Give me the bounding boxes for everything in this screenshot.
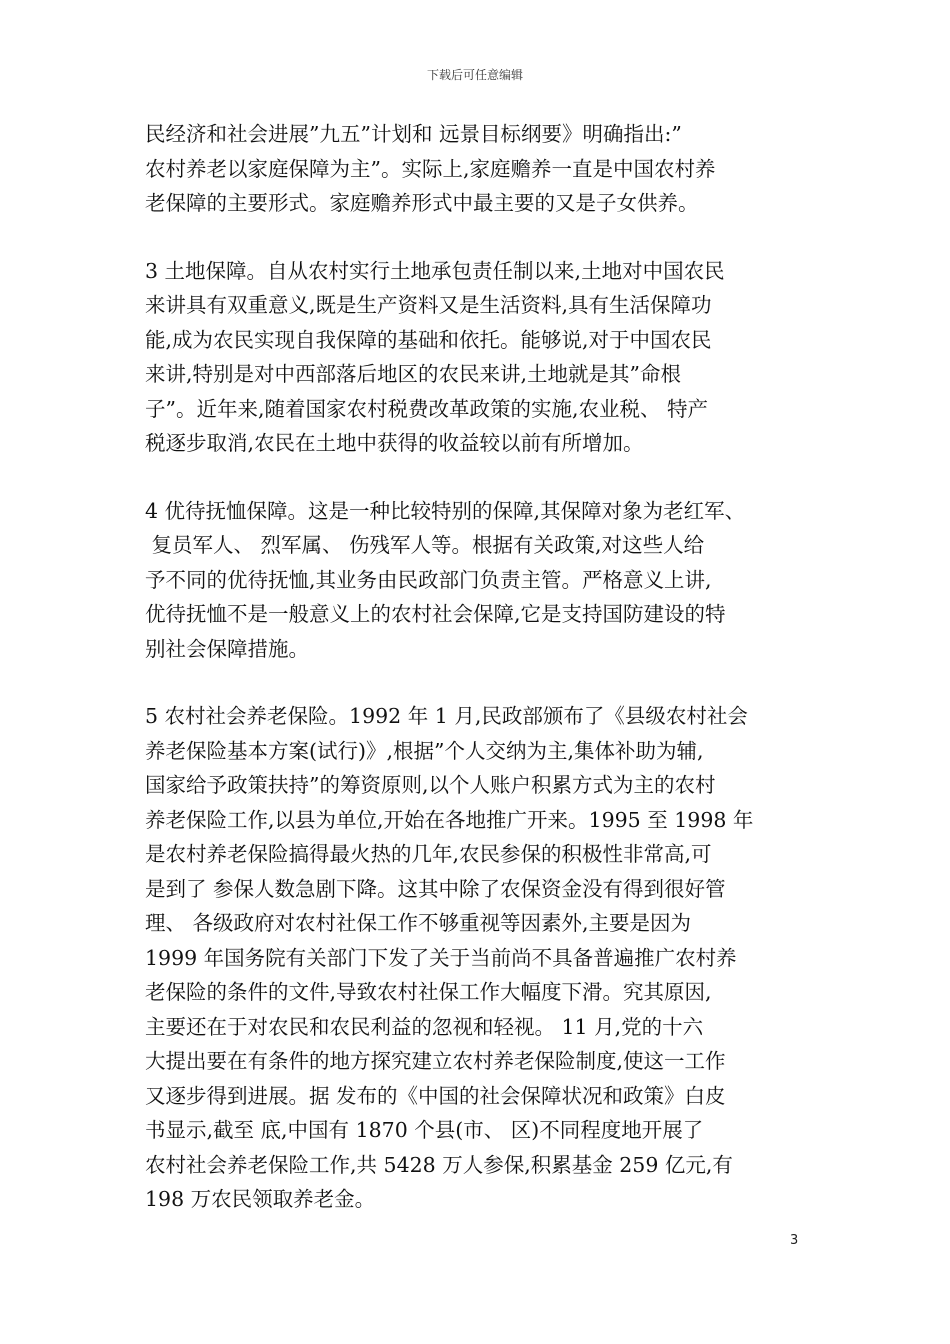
text-line: 1999 年国务院有关部门下发了关于当前尚不具备普遍推广农村养 — [145, 945, 737, 970]
text-line: 来讲具有双重意义,既是生产资料又是生活资料,具有生活保障功 — [145, 293, 712, 317]
text-line: 老保障的主要形式。家庭赡养形式中最主要的又是子女供养。 — [145, 191, 699, 215]
paragraph-gap — [145, 221, 825, 254]
text-line: 子”。近年来,随着国家农村税费改革政策的实施,农业税、 特产 — [145, 396, 709, 421]
text-line: 主要还在于对农民和农民利益的忽视和轻视。 11 月,党的十六 — [145, 1014, 704, 1039]
text-line: 5 农村社会养老保险。1992 年 1 月,民政部颁布了《县级农村社会 — [145, 704, 748, 728]
document-body — [145, 117, 825, 1217]
paragraph — [145, 699, 825, 1217]
text-line: 能,成为农民实现自我保障的基础和依托。能够说,对于中国农民 — [145, 327, 712, 352]
paragraph-gap — [145, 461, 825, 494]
paragraph — [145, 494, 825, 667]
text-line: 别社会保障措施。 — [145, 636, 309, 661]
text-line: 又逐步得到进展。据 发布的《中国的社会保障状况和政策》白皮 — [145, 1083, 726, 1108]
text-line: 老保险的条件的文件,导致农村社保工作大幅度下滑。究其原因, — [145, 980, 712, 1004]
page-header: 下载后可任意编辑 — [426, 68, 523, 82]
text-line: 是到了 参保人数急剧下降。这其中除了农保资金没有得到很好管 — [145, 876, 726, 901]
text-line: 民经济和社会进展”九五”计划和 远景目标纲要》明确指出:” — [145, 122, 682, 146]
text-line: 国家给予政策扶持”的筹资原则,以个人账户积累方式为主的农村 — [145, 773, 716, 797]
text-line: 税逐步取消,农民在土地中获得的收益较以前有所增加。 — [145, 431, 644, 455]
text-line: 予不同的优待抚恤,其业务由民政部门负责主管。严格意义上讲, — [145, 567, 712, 592]
text-line: 农村社会养老保险工作,共 5428 万人参保,积累基金 259 亿元,有 — [145, 1152, 733, 1177]
text-line: 大提出要在有条件的地方探究建立农村养老保险制度,使这一工作 — [145, 1049, 726, 1073]
text-line: 4 优待抚恤保障。这是一种比较特别的保障,其保障对象为老红军、 — [145, 498, 746, 523]
text-line: 养老保险基本方案(试行)》,根据”个人交纳为主,集体补助为辅, — [145, 738, 704, 763]
text-line: 3 土地保障。自从农村实行土地承包责任制以来,土地对中国农民 — [145, 258, 725, 283]
paragraph-gap — [145, 666, 825, 699]
text-line: 理、 各级政府对农村社保工作不够重视等因素外,主要是因为 — [145, 911, 692, 935]
text-line: 优待抚恤不是一般意义上的农村社会保障,它是支持国防建设的特 — [145, 602, 726, 626]
paragraph — [145, 117, 825, 221]
page-number: 3 — [790, 1233, 799, 1248]
text-line: 养老保险工作,以县为单位,开始在各地推广开来。1995 至 1998 年 — [145, 807, 754, 832]
text-line: 198 万农民领取养老金。 — [145, 1187, 376, 1211]
text-line: 来讲,特别是对中西部落后地区的农民来讲,土地就是其”命根 — [145, 362, 682, 386]
text-line: 书显示,截至 底,中国有 1870 个县(市、 区)不同程度地开展了 — [145, 1118, 704, 1142]
text-line: 复员军人、 烈军属、 伤残军人等。根据有关政策,对这些人给 — [145, 533, 705, 557]
text-line: 农村养老以家庭保障为主”。实际上,家庭赡养一直是中国农村养 — [145, 156, 716, 181]
text-line: 是农村养老保险搞得最火热的几年,农民参保的积极性非常高,可 — [145, 842, 712, 866]
paragraph — [145, 254, 825, 461]
